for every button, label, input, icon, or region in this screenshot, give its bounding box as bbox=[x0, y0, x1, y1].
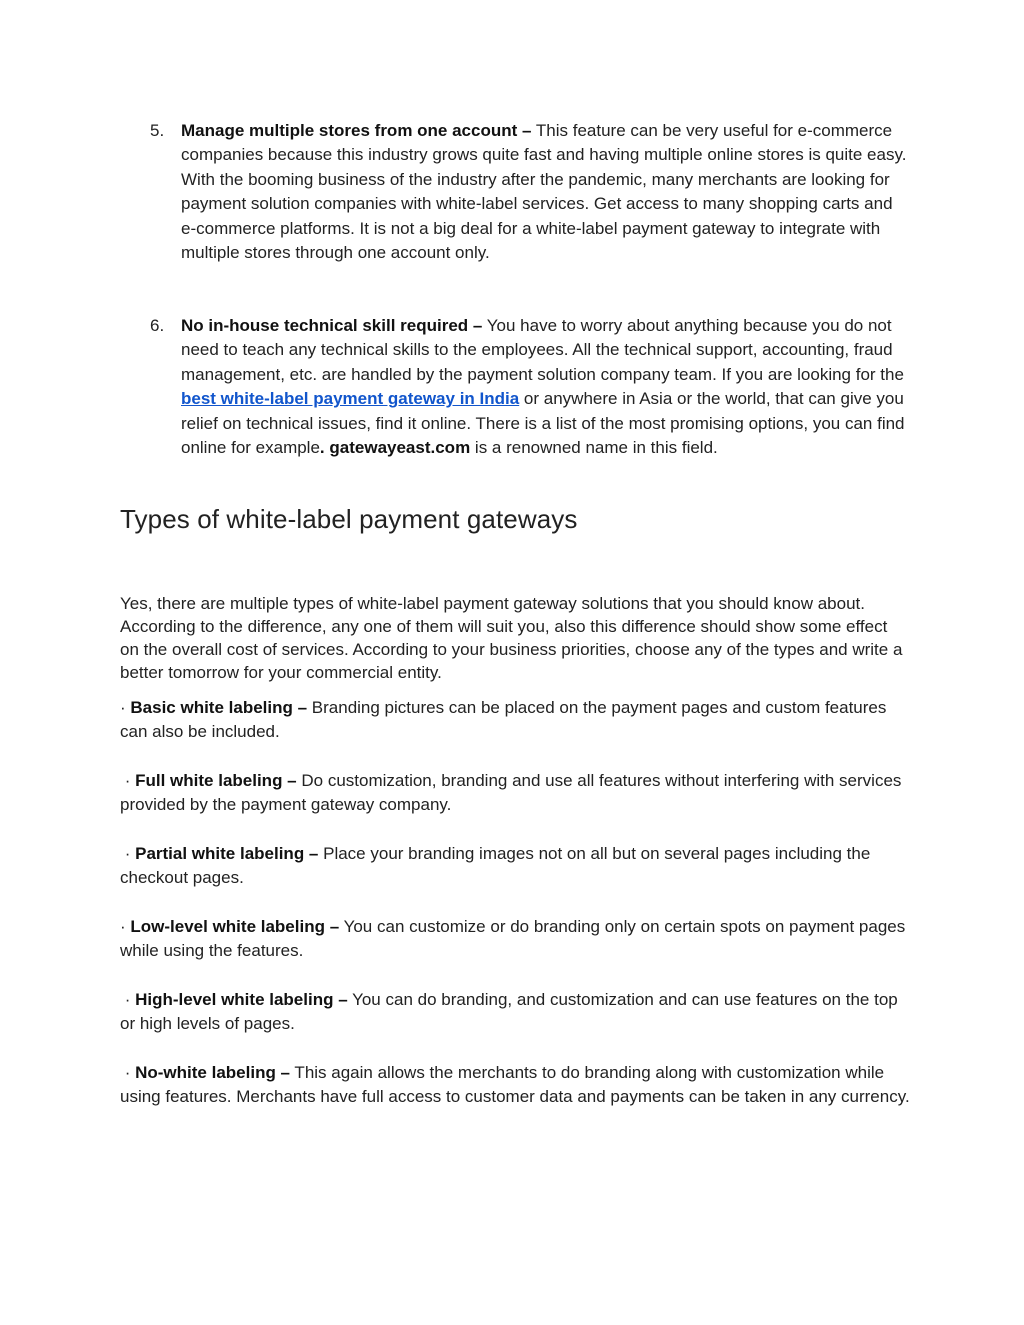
type-low-level-white-labeling bbox=[120, 915, 910, 964]
bullet: · bbox=[120, 1063, 136, 1082]
best-payment-gateway-link[interactable]: best white-label payment gateway in India bbox=[181, 389, 520, 409]
type-text: Place your branding images not on all but on several pages including the checkout pages. bbox=[120, 844, 871, 888]
bullet: · bbox=[120, 771, 136, 790]
list-number: 6. bbox=[150, 316, 165, 335]
type-title: No-white labeling – bbox=[135, 1063, 291, 1082]
intro-paragraph: Yes, there are multiple types of white-label payment gateway solutions that you should know about. According to the difference, any one of them will suit you, also this difference should show some effect on the overall cost of services. According to your business priorities, choose any of the types and write a better tomorrow for your commercial entity. bbox=[120, 594, 903, 682]
site-name: gatewayeast.com bbox=[329, 438, 471, 458]
item-text-after-link: or anywhere in Asia or the world, that can give you relief on technical issues, find it online. There is a list of the most promising options, you can find online for example bbox=[181, 389, 905, 458]
bold-period: . bbox=[319, 438, 325, 458]
list-item-body bbox=[181, 314, 910, 460]
type-title: Partial white labeling – bbox=[135, 844, 319, 863]
type-text: Branding pictures can be placed on the payment pages and custom features can also be included. bbox=[120, 698, 887, 742]
item-text: This feature can be very useful for e-commerce companies because this industry grows quite fast and having multiple online stores is quite easy. With the booming business of the industry after the pandemic, many merchants are looking for payment solution companies with white-label services. Get access to many shopping carts and e-commerce platforms. It is not a big deal for a white-label payment gateway to integrate with multiple stores through one account only. bbox=[181, 121, 907, 263]
type-text: This again allows the merchants to do branding along with customization while using features. Merchants have full access to customer data and payments can be taken in any currency. bbox=[120, 1063, 910, 1107]
list-item-no-technical-skill bbox=[120, 314, 910, 460]
type-title: Basic white labeling – bbox=[130, 698, 308, 717]
type-title: Full white labeling – bbox=[135, 771, 297, 790]
type-text: You can customize or do branding only on certain spots on payment pages while using the features. bbox=[120, 917, 906, 961]
type-no-white-labeling bbox=[120, 1061, 910, 1110]
type-basic-white-labeling bbox=[120, 696, 910, 745]
item-text-end: is a renowned name in this field. bbox=[470, 438, 718, 458]
type-text: You can do branding, and customization and can use features on the top or high levels of pages. bbox=[120, 990, 898, 1034]
item-title: Manage multiple stores from one account – bbox=[181, 121, 532, 140]
type-high-level-white-labeling bbox=[120, 988, 910, 1037]
item-title: No in-house technical skill required – bbox=[181, 316, 483, 335]
type-title: Low-level white labeling – bbox=[130, 917, 340, 936]
bullet: · bbox=[120, 844, 136, 863]
type-text: Do customization, branding and use all features without interfering with services provided by the payment gateway company. bbox=[120, 771, 902, 815]
type-partial-white-labeling bbox=[120, 842, 910, 891]
bullet: · bbox=[120, 990, 136, 1009]
section-heading: Types of white-label payment gateways bbox=[120, 504, 578, 534]
bullet: · bbox=[120, 917, 131, 936]
list-item-body bbox=[181, 119, 910, 265]
type-full-white-labeling bbox=[120, 769, 910, 818]
bullet: · bbox=[120, 698, 131, 717]
item-text: You have to worry about anything because you do not need to teach any technical skills to the employees. All the technical support, accounting, fraud management, etc. are handled by the payment solution company team. If you are looking for the bbox=[181, 316, 904, 384]
type-title: High-level white labeling – bbox=[135, 990, 348, 1009]
list-number: 5. bbox=[150, 121, 165, 140]
list-item-manage-multiple-stores bbox=[120, 119, 910, 265]
